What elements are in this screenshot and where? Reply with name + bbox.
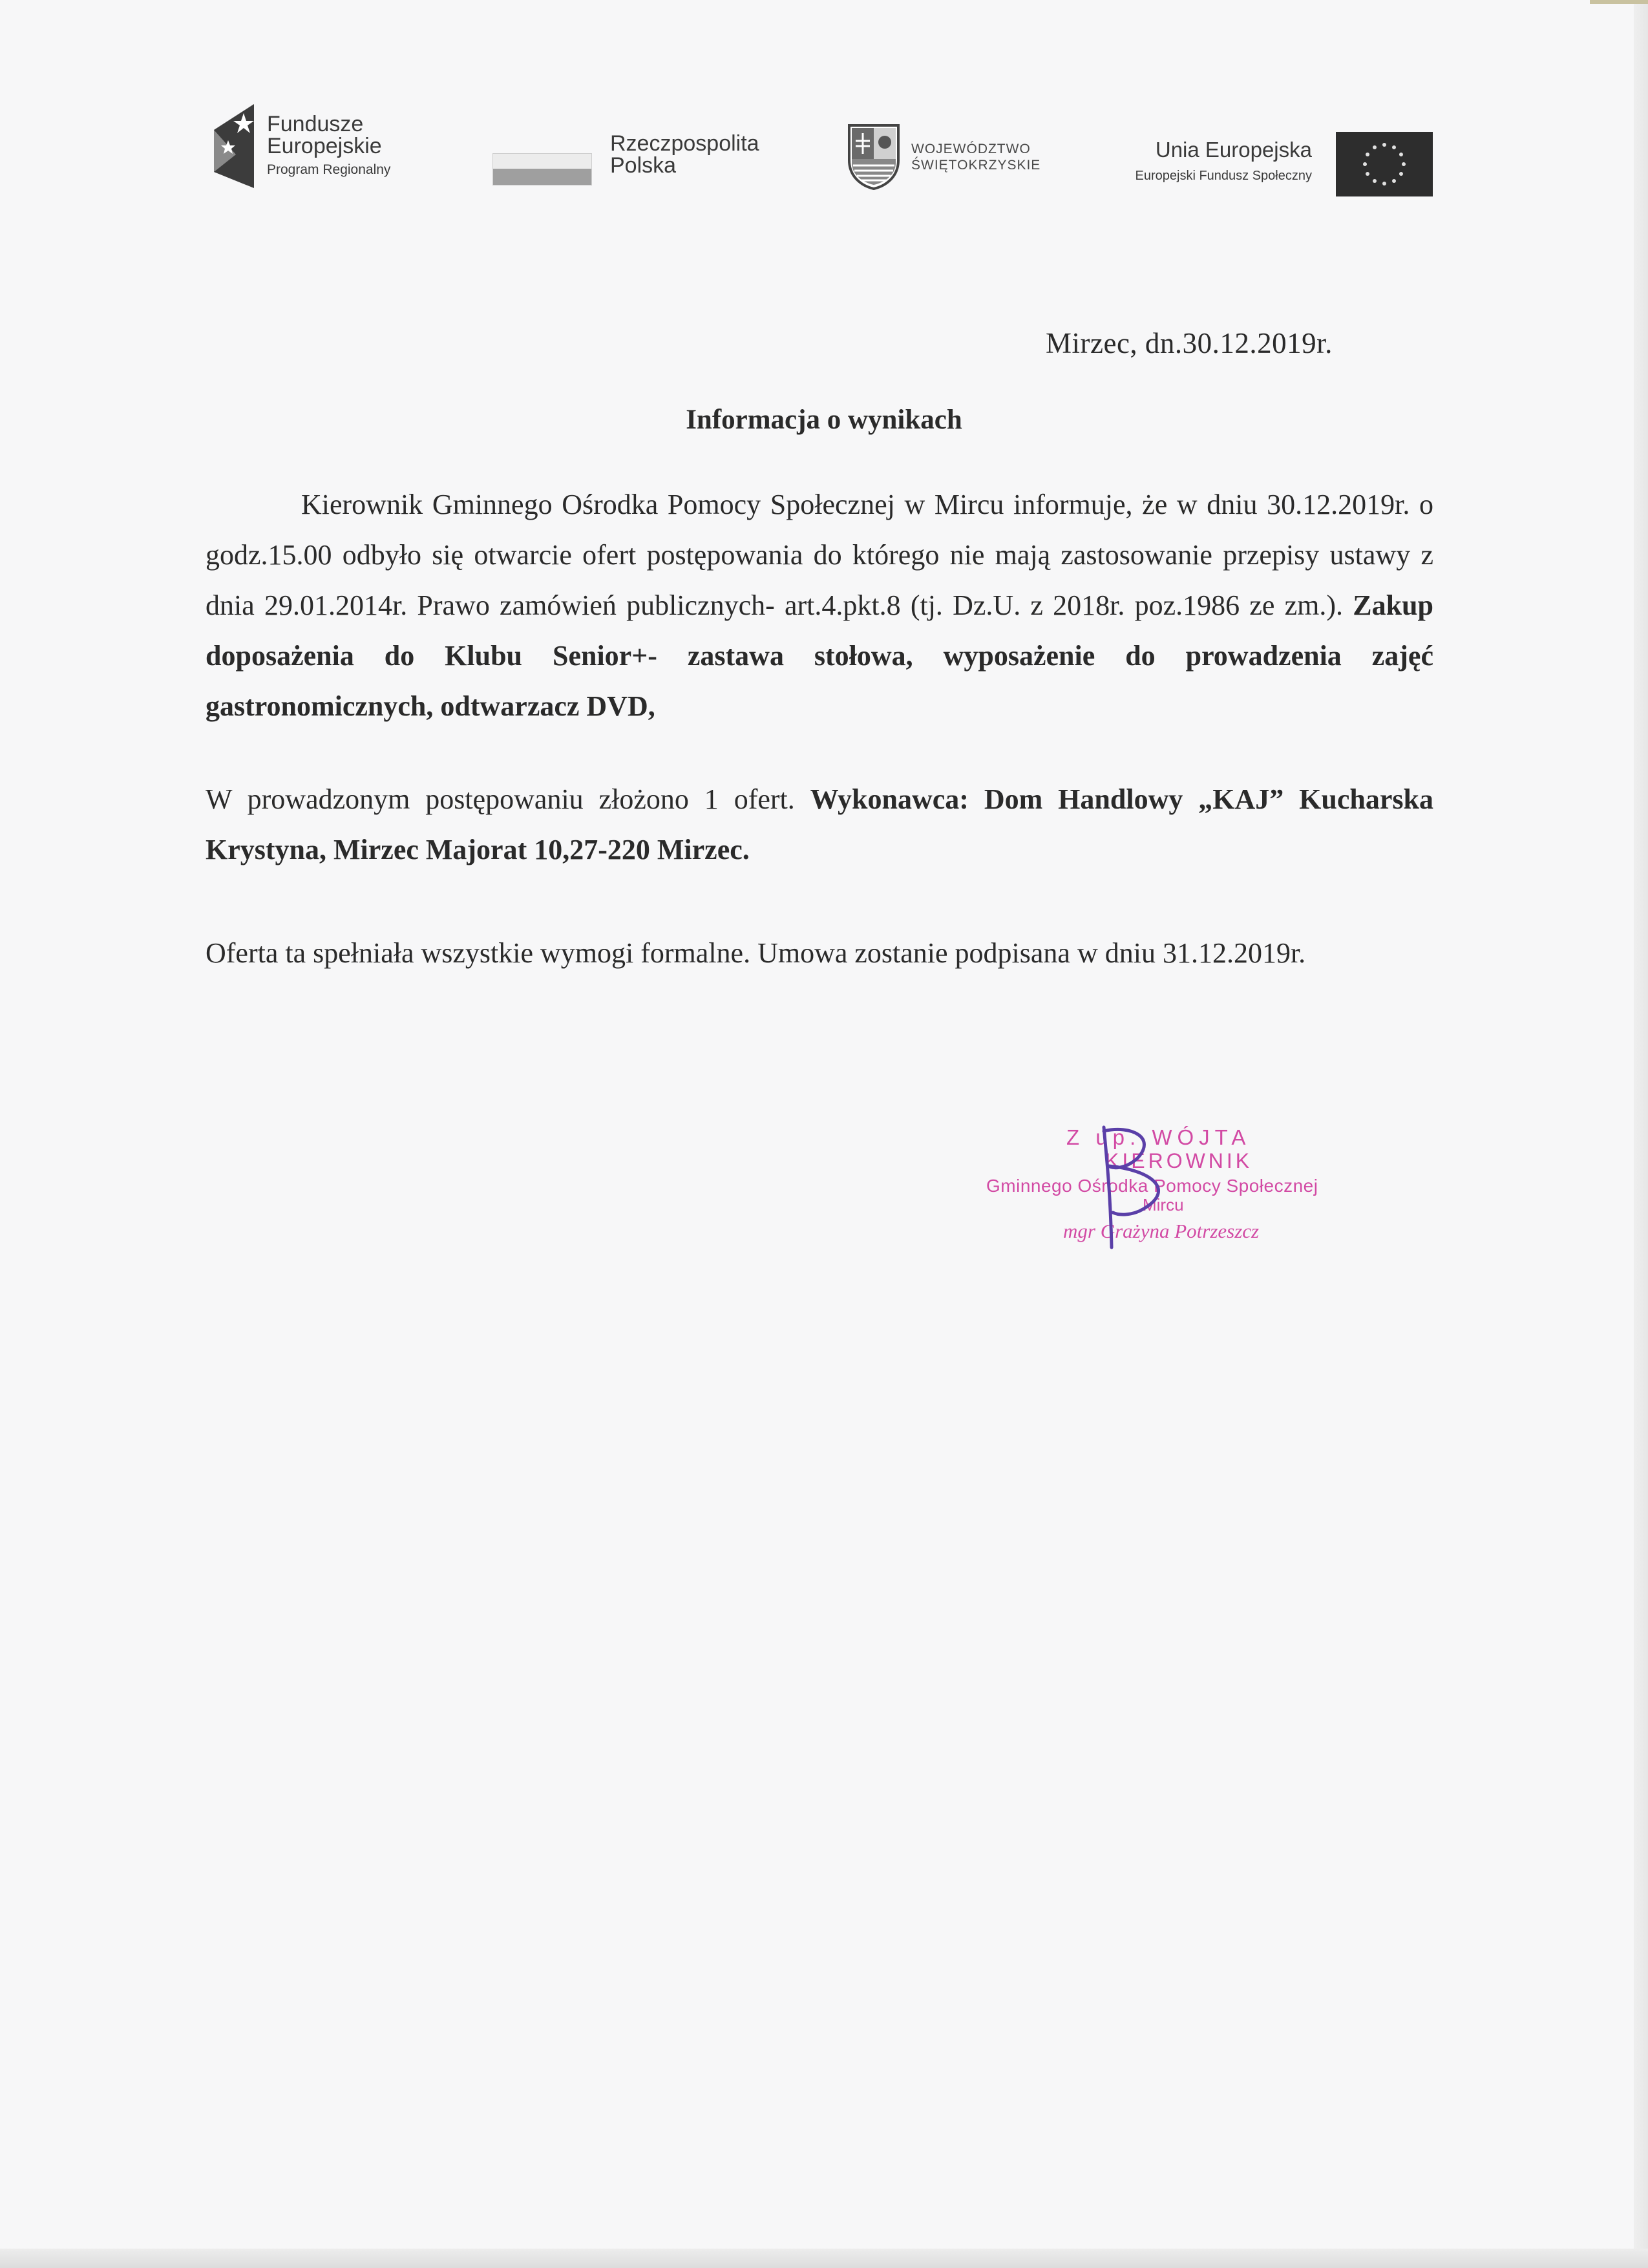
eu-star-icon <box>1363 162 1367 166</box>
eu-star-icon <box>1373 179 1377 183</box>
scan-edge-bottom <box>0 2249 1648 2268</box>
polish-flag-icon <box>492 153 592 185</box>
paragraph-announcement-subject: Zakup doposażenia do Klubu Senior+- zastawa stołowa, wyposażenie do prowadzenia zajęć gastronomicznych, odtwarzacz DVD, <box>206 589 1433 722</box>
eu-star-icon <box>1382 143 1386 147</box>
unia-europejska-logo <box>1099 129 1441 200</box>
eu-star-icon <box>1399 153 1403 156</box>
sw-line2: ŚWIĘTOKRZYSKIE <box>911 158 1041 173</box>
fe-line2: Europejskie <box>267 134 382 158</box>
signature-icon <box>1073 1118 1189 1254</box>
rp-line1: Rzeczpospolita <box>610 131 759 156</box>
paragraph-announcement-text: Kierownik Gminnego Ośrodka Pomocy Społecznej w Mircu informuje, że w dniu 30.12.2019r. o godz.15.00 odbyło się otwarcie ofert postępowania do którego nie mają zastosowanie przepisy ustawy z dnia 29.01.2014r. Prawo zamówień publicznych- art.4.pkt.8 (tj. Dz.U. z 2018r. poz.1986 ze zm.). <box>206 489 1433 621</box>
ue-line2: Europejski Fundusz Społeczny <box>1135 169 1312 183</box>
paragraph-offers-text: W prowadzonym postępowaniu złożono 1 ofert. <box>206 783 810 815</box>
paragraph-announcement <box>206 480 1433 732</box>
eu-star-icon <box>1392 145 1396 149</box>
wojewodztwo-swietokrzyskie-logo <box>847 123 1066 194</box>
eu-star-icon <box>1399 172 1403 176</box>
eu-star-icon <box>1402 162 1406 166</box>
eu-star-icon <box>1392 179 1396 183</box>
eu-star-icon <box>1382 182 1386 185</box>
rzeczpospolita-polska-logo <box>491 132 801 191</box>
eu-star-icon <box>1373 145 1377 149</box>
eu-flag-icon <box>1336 132 1433 196</box>
paragraph-offers-contractor: Wykonawca: Dom Handlowy „KAJ” Kucharska Krystyna, Mirzec Majorat 10,27-220 Mirzec. <box>206 783 1433 865</box>
stamp-line2: KIEROWNIK <box>1105 1149 1253 1172</box>
eu-star-icon <box>1366 153 1369 156</box>
document-title: Informacja o wynikach <box>686 405 962 435</box>
stamp-line1: Z up. WÓJTA <box>1066 1125 1251 1149</box>
scan-edge-right <box>1634 0 1648 2268</box>
stamp-line4: Mircu <box>1143 1195 1184 1214</box>
header-logos <box>0 0 1648 213</box>
paragraph-conclusion: Oferta ta spełniała wszystkie wymogi formalne. Umowa zostanie podpisana w dniu 31.12.2019r. <box>206 937 1306 969</box>
fe-star-icon <box>210 104 254 188</box>
fe-line3: Program Regionalny <box>267 162 391 177</box>
fundusze-europejskie-logo <box>210 100 469 191</box>
document-date: Mirzec, dn.30.12.2019r. <box>1046 327 1333 359</box>
coat-of-arms-icon <box>847 123 901 190</box>
ue-line1: Unia Europejska <box>1155 138 1312 162</box>
fe-line1: Fundusze <box>267 112 364 136</box>
sw-line1: WOJEWÓDZTWO <box>911 142 1031 156</box>
rp-line2: Polska <box>610 153 677 178</box>
paragraph-offers <box>206 774 1433 875</box>
eu-star-icon <box>1366 172 1369 176</box>
stamp-line5: mgr Grażyna Potrzeszcz <box>1063 1220 1260 1242</box>
stamp-line3: Gminnego Ośrodka Pomocy Społecznej <box>986 1176 1318 1196</box>
